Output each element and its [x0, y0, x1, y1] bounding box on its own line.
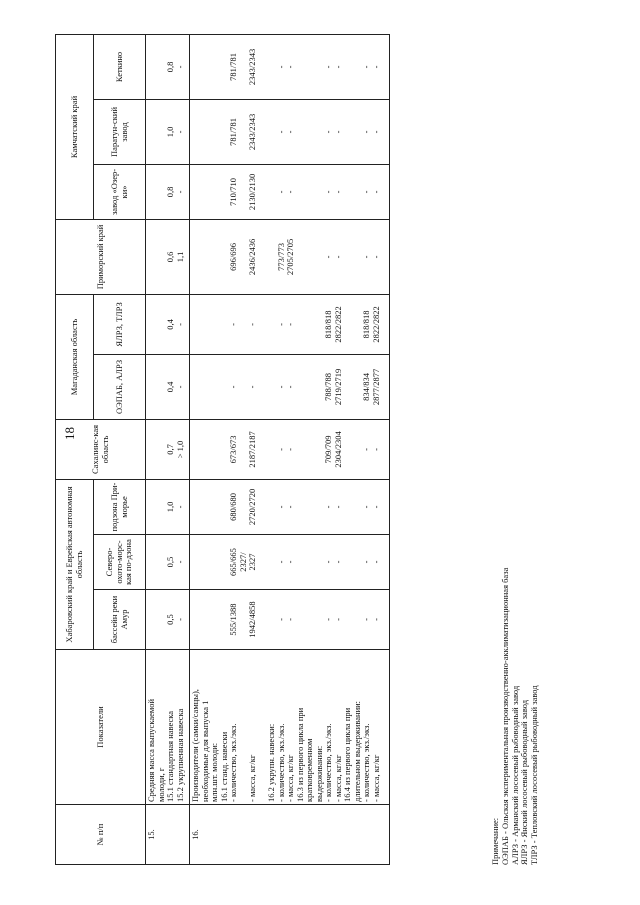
cell-value: - [174, 65, 185, 69]
cell-value [343, 357, 353, 417]
cell-value: 0,5 [165, 614, 175, 625]
row-label-line: молоди, г [155, 767, 166, 802]
cell-value: - [285, 505, 295, 509]
cell-value: - [332, 618, 343, 621]
cell-value: - [275, 385, 286, 389]
cell-value: - [174, 130, 185, 134]
cell-value: - [370, 190, 381, 194]
cell-value: - [275, 560, 286, 564]
value-cell [190, 164, 390, 219]
cell-value: 0,8 [165, 186, 175, 198]
cell-value [191, 102, 201, 162]
value-cell [146, 99, 190, 164]
cell-value [210, 222, 220, 292]
cell-value [201, 297, 211, 352]
cell-value: 1,1 [174, 251, 185, 263]
cell-value [305, 167, 315, 217]
value-cell [190, 590, 390, 650]
row-number: 15. [146, 805, 190, 865]
footnote-line: АЛРЗ - Арманский лососевый рыбоводный завод [509, 685, 520, 865]
cell-value: 0,4 [165, 319, 175, 330]
cell-value: - [361, 65, 371, 69]
cell-value [296, 482, 306, 532]
cell-value [343, 37, 353, 97]
row-label-line: - масса, кг/кг [332, 754, 343, 802]
cell-value [191, 482, 201, 532]
cell-value [201, 537, 211, 587]
row-label-line: - количество, экз./экз. [228, 723, 238, 802]
cell-value [343, 422, 353, 477]
cell-value: - [370, 560, 381, 564]
cell-value [147, 422, 157, 477]
cell-value: - [323, 255, 333, 259]
cell-value [210, 592, 220, 647]
header-num: № п/п [56, 805, 146, 865]
cell-value [258, 297, 268, 352]
cell-value: 773/773 [275, 243, 286, 271]
cell-value: 2327 [247, 553, 257, 571]
cell-value [147, 482, 157, 532]
cell-value: - [275, 65, 286, 69]
cell-value: - [361, 190, 371, 194]
cell-value [191, 297, 201, 352]
cell-value [147, 167, 157, 217]
cell-value: - [361, 255, 371, 259]
footnote-line: ЯЛРЗ - Янский лососевый рыбоводный завод [519, 699, 530, 865]
cell-value: - [332, 255, 343, 259]
value-cell [146, 354, 190, 419]
footnote-line: ОЭПАБ - Ольская экспериментальная производственно-акклиматизационная база [499, 567, 510, 865]
cell-value: 2343/2343 [247, 113, 257, 151]
cell-value [201, 37, 211, 97]
rotated-page-content [55, 35, 540, 865]
cell-value: - [228, 385, 238, 389]
header-khabarovsk: Хабаровский край и Еврейская автономная область [56, 479, 94, 649]
cell-value: - [247, 323, 257, 326]
page-number: 18 [62, 427, 77, 440]
value-cell [146, 479, 190, 534]
table-row [146, 34, 190, 864]
cell-value: 0,4 [165, 381, 175, 393]
row-label-line: 16.2 укрупн. навески: [266, 723, 276, 802]
cell-value [201, 482, 211, 532]
header-amur: бассейн реки Амур [94, 590, 146, 650]
cell-value: - [174, 385, 185, 389]
cell-value: - [285, 385, 295, 389]
cell-value: - [275, 448, 286, 451]
row-label-line: 16.1 станд. навески [218, 731, 229, 802]
header-paratunka: Паратун-ский завод [94, 99, 146, 164]
cell-value: - [370, 505, 381, 509]
cell-value: - [323, 618, 333, 621]
row-label-line: - масса, кг/кг [370, 754, 381, 802]
header-okhotsk: Северо-охото-морс-кая по-дзона [94, 535, 146, 590]
cell-value [305, 222, 315, 292]
row-label-line: - масса, кг/кг [285, 754, 295, 802]
row-label-line: - количество, экз./экз. [323, 723, 333, 802]
data-table [55, 34, 390, 865]
row-label-line: 16.4 из первого цикла при [342, 707, 352, 802]
cell-value: - [174, 190, 185, 194]
cell-value [305, 592, 315, 647]
row-label-line: Средняя масса выпускаемой [146, 698, 156, 802]
cell-value [191, 222, 201, 292]
cell-value: 788/788 [323, 373, 333, 401]
cell-value: - [332, 130, 343, 134]
cell-value [296, 537, 306, 587]
value-cell [190, 34, 390, 99]
cell-value: - [332, 560, 343, 564]
row-label [146, 650, 190, 805]
cell-value: 0,5 [165, 556, 175, 568]
cell-value: 2719/2719 [332, 368, 343, 406]
cell-value [210, 37, 220, 97]
cell-value: 2436/2436 [247, 238, 257, 276]
row-label-line: 16.3 из первого цикла при [294, 707, 305, 802]
cell-value: 2877/2877 [370, 368, 381, 406]
cell-value: - [275, 505, 286, 509]
cell-value: 2822/2822 [332, 306, 343, 343]
cell-value [147, 297, 157, 352]
cell-value [305, 102, 315, 162]
header-ozerki: завод «Озер-ки» [94, 164, 146, 219]
cell-value [210, 537, 220, 587]
row-label-line: длительном выдерживании: [351, 700, 362, 802]
cell-value [210, 422, 220, 477]
cell-value: - [174, 505, 185, 509]
cell-value: - [361, 505, 371, 509]
cell-value: - [285, 448, 295, 451]
cell-value: - [275, 190, 286, 194]
cell-value [210, 102, 220, 162]
cell-value [201, 167, 211, 217]
cell-value: 2187/2187 [247, 431, 257, 468]
cell-value [343, 537, 353, 587]
cell-value: - [174, 323, 185, 326]
cell-value [210, 482, 220, 532]
cell-value: - [370, 130, 381, 134]
cell-value: - [370, 255, 381, 259]
cell-value [305, 537, 315, 587]
value-cell [146, 535, 190, 590]
value-cell [190, 419, 390, 479]
cell-value: - [285, 65, 295, 69]
cell-value: 2327/ [237, 552, 248, 572]
cell-value [201, 422, 211, 477]
row-label-line: млн.шт. молоди: [209, 742, 219, 802]
cell-value: - [228, 323, 238, 326]
value-cell [146, 294, 190, 354]
cell-value [201, 357, 211, 417]
row-label-line: необходимые для выпуска 1 [199, 700, 210, 802]
value-cell [146, 219, 190, 294]
cell-value [296, 422, 306, 477]
cell-value [343, 482, 353, 532]
cell-value: - [361, 560, 371, 564]
cell-value [296, 167, 306, 217]
cell-value [147, 357, 157, 417]
cell-value: - [285, 560, 295, 564]
cell-value: - [323, 560, 333, 564]
cell-value [305, 37, 315, 97]
cell-value: 818/818 [323, 310, 333, 339]
cell-value [191, 422, 201, 477]
cell-value [258, 537, 268, 587]
cell-value: 673/673 [228, 435, 238, 464]
header-magadan: Магаданская область [56, 294, 94, 419]
cell-value [191, 167, 201, 217]
cell-value: 696/696 [228, 243, 238, 271]
cell-value [258, 167, 268, 217]
header-primorye: подзона При-морье [94, 479, 146, 534]
cell-value [258, 422, 268, 477]
row-label-line: выдерживании: [313, 745, 324, 802]
cell-value [305, 482, 315, 532]
cell-value [210, 297, 220, 352]
value-cell [146, 34, 190, 99]
value-cell [190, 535, 390, 590]
row-label-line: Производители (самки/самцы), [190, 689, 200, 802]
cell-value [191, 357, 201, 417]
cell-value [343, 222, 353, 292]
cell-value: - [361, 618, 371, 621]
row-number: 16. [190, 805, 390, 865]
row-label-line: - количество, экз./экз. [275, 723, 286, 802]
cell-value: 0,7 [165, 444, 175, 455]
cell-value: 2343/2343 [247, 48, 257, 86]
cell-value [258, 592, 268, 647]
header-sakhalin: Сахалинс-кая область [56, 419, 146, 479]
cell-value: - [323, 190, 333, 194]
footnote-line: ТЛРЗ - Тепловский лососевый рыбоводный завод [529, 685, 540, 865]
cell-value [147, 37, 157, 97]
cell-value: 710/710 [228, 178, 238, 206]
cell-value: 2720/2720 [247, 488, 257, 526]
value-cell [190, 99, 390, 164]
cell-value [191, 37, 201, 97]
cell-value: 709/709 [323, 435, 333, 464]
cell-value: 1942/4858 [247, 601, 257, 638]
cell-value: 781/781 [228, 118, 238, 146]
cell-value: 2130/2130 [247, 173, 257, 211]
value-cell [190, 294, 390, 354]
cell-value [258, 357, 268, 417]
cell-value [305, 357, 315, 417]
cell-value: - [174, 560, 185, 564]
cell-value: 818/818 [361, 310, 371, 339]
cell-value: - [361, 448, 371, 451]
cell-value: - [370, 618, 381, 621]
cell-value: 0,8 [165, 61, 175, 73]
cell-value: - [285, 190, 295, 194]
cell-value: - [275, 130, 286, 134]
row-label [190, 650, 390, 805]
cell-value [305, 422, 315, 477]
cell-value: - [285, 130, 295, 134]
value-cell [146, 590, 190, 650]
row-label-line: кратковременном [304, 738, 314, 802]
cell-value: - [370, 65, 381, 69]
cell-value: - [285, 323, 295, 326]
row-label-line: - масса, кг/кг [247, 754, 257, 802]
cell-value: - [275, 618, 286, 621]
cell-value [201, 222, 211, 292]
cell-value [343, 167, 353, 217]
cell-value [296, 357, 306, 417]
cell-value [201, 592, 211, 647]
cell-value: 781/781 [228, 53, 238, 81]
header-indicators: Показатели [56, 650, 146, 805]
cell-value: - [323, 65, 333, 69]
cell-value: - [370, 448, 381, 451]
cell-value: - [323, 505, 333, 509]
value-cell [146, 419, 190, 479]
cell-value: 680/680 [228, 493, 238, 521]
cell-value [210, 167, 220, 217]
value-cell [190, 354, 390, 419]
cell-value: 2822/2822 [370, 306, 381, 343]
cell-value [258, 222, 268, 292]
footnote [491, 568, 540, 865]
cell-value: - [323, 130, 333, 134]
table-row [190, 34, 390, 864]
header-ketkino: Кеткино [94, 34, 146, 99]
cell-value [258, 102, 268, 162]
cell-value [296, 592, 306, 647]
cell-value: - [285, 618, 295, 621]
cell-value: > 1,0 [174, 440, 185, 459]
cell-value [147, 592, 157, 647]
header-kamchatka: Камчатский край [56, 34, 94, 219]
cell-value: - [361, 130, 371, 134]
row-label-line: 15.1 стандартная навеска [165, 710, 175, 802]
cell-value [258, 482, 268, 532]
cell-value [296, 222, 306, 292]
cell-value: - [247, 385, 257, 389]
cell-value [296, 37, 306, 97]
cell-value: 1,0 [165, 501, 175, 513]
cell-value: 1,0 [165, 126, 175, 138]
value-cell [146, 164, 190, 219]
value-cell [190, 219, 390, 294]
cell-value [210, 357, 220, 417]
cell-value [343, 297, 353, 352]
cell-value [147, 102, 157, 162]
cell-value [147, 537, 157, 587]
header-primorsky: Приморский край [56, 219, 146, 294]
header-yalrz: ЯЛРЗ, ТЛРЗ [94, 294, 146, 354]
cell-value [191, 592, 201, 647]
row-label-line: 15.2 укрупненная навеска [174, 708, 185, 802]
cell-value [258, 37, 268, 97]
cell-value: - [332, 505, 343, 509]
row-label-line: - количество, экз./экз. [361, 723, 371, 802]
value-cell [190, 479, 390, 534]
cell-value [305, 297, 315, 352]
cell-value [343, 592, 353, 647]
cell-value [296, 297, 306, 352]
cell-value: 665/665 [228, 548, 238, 576]
cell-value: 2705/2705 [285, 238, 295, 276]
footnote-line: Примечание: [490, 817, 500, 865]
cell-value [296, 102, 306, 162]
cell-value: 834/834 [361, 373, 371, 401]
cell-value: 2304/2304 [332, 431, 343, 468]
cell-value: - [332, 65, 343, 69]
header-oepab: ОЭПАБ, АЛРЗ [94, 354, 146, 419]
cell-value [343, 102, 353, 162]
cell-value: - [174, 618, 185, 621]
cell-value: - [332, 190, 343, 194]
cell-value: - [275, 323, 286, 326]
cell-value [147, 222, 157, 292]
cell-value [201, 102, 211, 162]
cell-value: 555/1388 [228, 603, 238, 636]
cell-value: 0,6 [165, 251, 175, 263]
cell-value [191, 537, 201, 587]
